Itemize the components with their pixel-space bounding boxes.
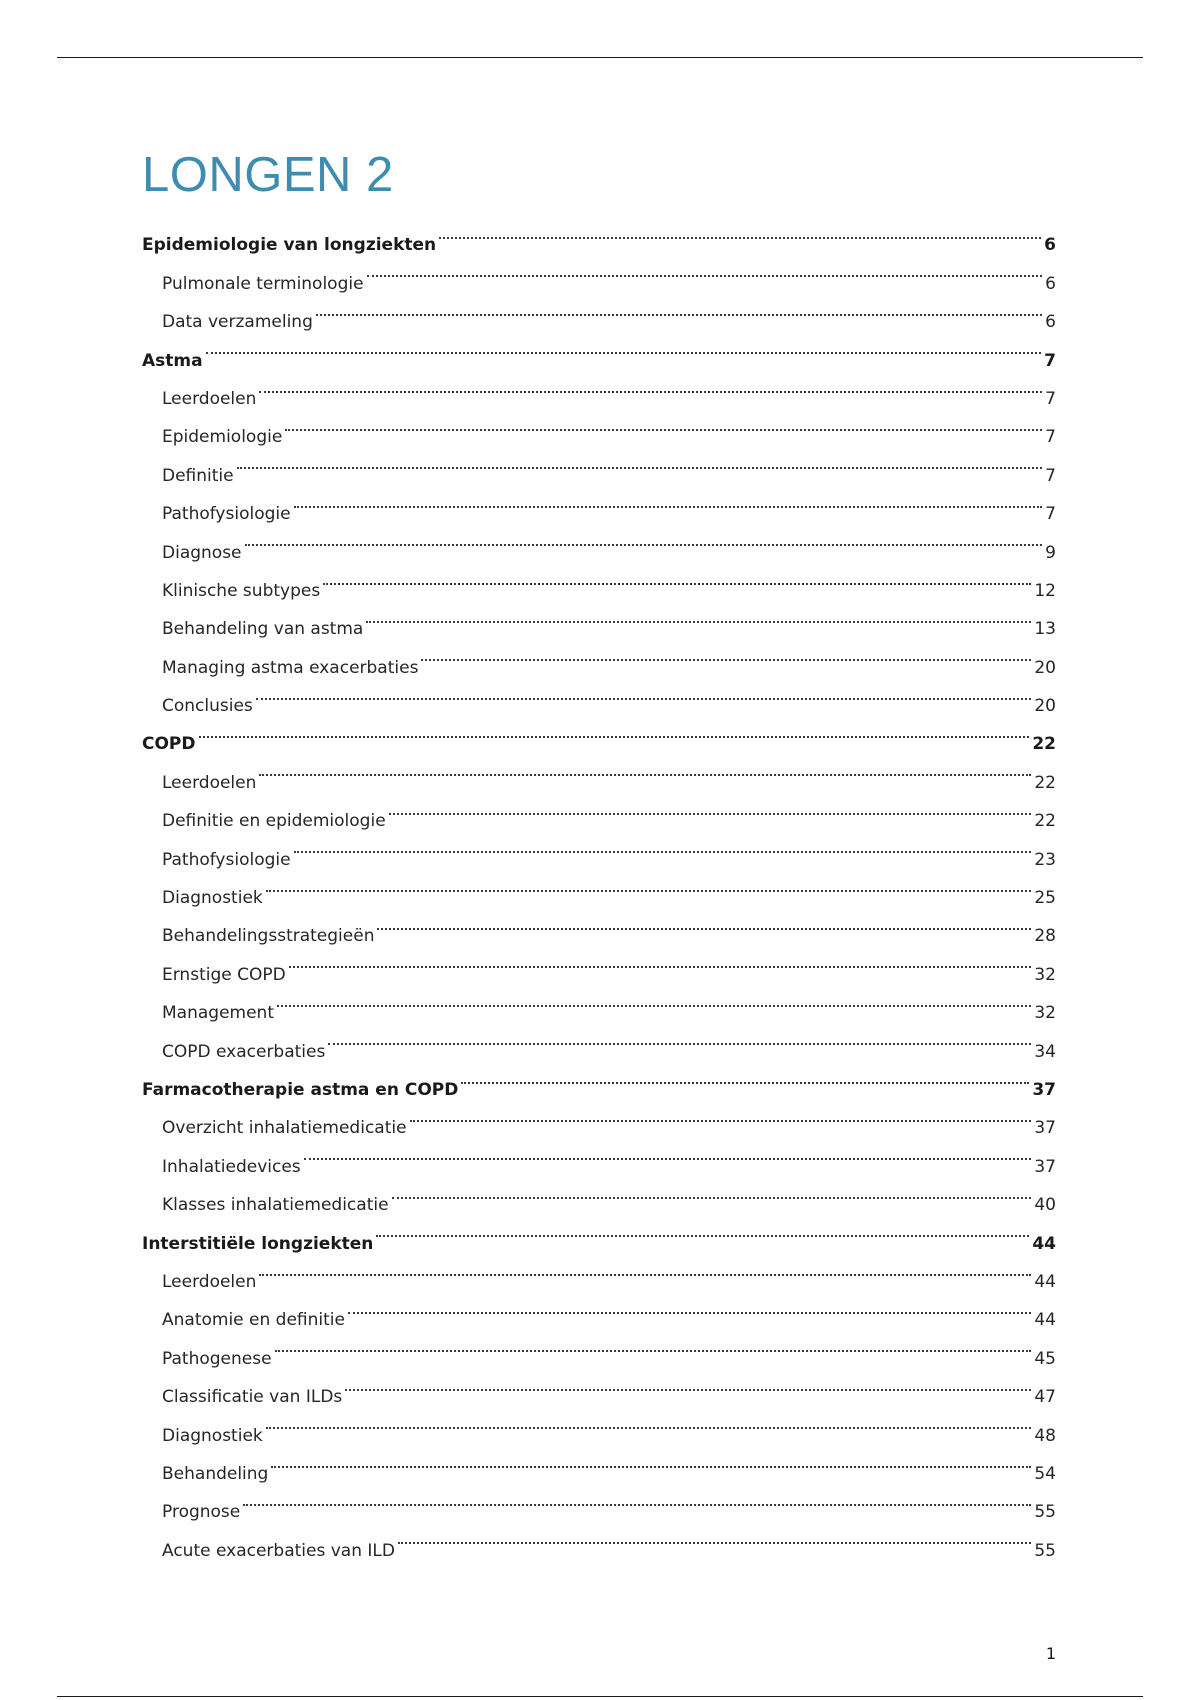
toc-entry-page: 6 bbox=[1045, 273, 1056, 294]
toc-entry-label: Conclusies bbox=[162, 696, 253, 717]
toc-chapter-entry[interactable] bbox=[142, 212, 1056, 256]
toc-dot-leader bbox=[259, 1249, 1031, 1287]
toc-dot-leader bbox=[243, 1479, 1031, 1517]
toc-entry-page: 48 bbox=[1034, 1425, 1056, 1446]
toc-section-entry[interactable] bbox=[142, 749, 1056, 793]
toc-entry-label: Data verzameling bbox=[162, 312, 313, 333]
toc-entry-label: Prognose bbox=[162, 1502, 241, 1523]
toc-entry-label: Klasses inhalatiemedicatie bbox=[162, 1195, 389, 1216]
toc-section-entry[interactable] bbox=[142, 519, 1056, 563]
toc-section-entry[interactable] bbox=[142, 366, 1056, 409]
footer-rule bbox=[57, 1696, 1143, 1697]
toc-entry-label: Diagnostiek bbox=[162, 888, 263, 909]
toc-entry-page: 9 bbox=[1045, 542, 1056, 563]
toc-entry-label: Epidemiologie bbox=[162, 427, 283, 448]
toc-dot-leader bbox=[304, 1133, 1032, 1171]
toc-dot-leader bbox=[345, 1364, 1031, 1402]
toc-entry-page: 22 bbox=[1032, 734, 1056, 755]
toc-dot-leader bbox=[259, 749, 1031, 787]
toc-entry-label: Definitie bbox=[162, 465, 234, 486]
toc-entry-page: 32 bbox=[1034, 1003, 1056, 1024]
toc-entry-page: 55 bbox=[1034, 1502, 1056, 1523]
toc-section-entry[interactable] bbox=[142, 1287, 1056, 1331]
toc-entry-label: Farmacotherapie astma en COPD bbox=[142, 1079, 459, 1100]
toc-entry-label: Management bbox=[162, 1003, 274, 1024]
toc-dot-leader bbox=[206, 327, 1042, 365]
toc-section-entry[interactable] bbox=[142, 788, 1056, 832]
toc-section-entry[interactable] bbox=[142, 404, 1056, 448]
toc-entry-label: Leerdoelen bbox=[162, 1271, 257, 1292]
toc-entry-label: Behandelingsstrategieën bbox=[162, 926, 375, 947]
toc-entry-label: Classificatie van ILDs bbox=[162, 1387, 343, 1408]
toc-dot-leader bbox=[271, 1441, 1031, 1479]
toc-entry-page: 54 bbox=[1034, 1463, 1056, 1484]
toc-dot-leader bbox=[285, 404, 1042, 442]
header-rule bbox=[57, 57, 1143, 58]
toc-entry-label: Diagnostiek bbox=[162, 1425, 263, 1446]
toc-entry-label: Behandeling van astma bbox=[162, 619, 364, 640]
toc-section-entry[interactable] bbox=[142, 1325, 1056, 1369]
toc-section-entry[interactable] bbox=[142, 1018, 1056, 1062]
page-number: 1 bbox=[1045, 1644, 1056, 1663]
toc-entry-page: 7 bbox=[1045, 427, 1056, 448]
toc-dot-leader bbox=[259, 366, 1042, 404]
toc-chapter-entry[interactable] bbox=[142, 711, 1056, 755]
toc-entry-label: Klinische subtypes bbox=[162, 580, 321, 601]
toc-entry-page: 47 bbox=[1034, 1387, 1056, 1408]
toc-entry-page: 32 bbox=[1034, 964, 1056, 985]
toc-dot-leader bbox=[199, 711, 1030, 749]
toc-dot-leader bbox=[256, 673, 1032, 711]
toc-entry-page: 6 bbox=[1044, 235, 1056, 256]
toc-entry-label: Ernstige COPD bbox=[162, 964, 286, 985]
toc-entry-page: 55 bbox=[1034, 1540, 1056, 1561]
toc-entry-page: 44 bbox=[1034, 1271, 1056, 1292]
toc-entry-page: 6 bbox=[1045, 312, 1056, 333]
toc-entry-label: Interstitiële longziekten bbox=[142, 1233, 374, 1254]
toc-entry-label: Overzicht inhalatiemedicatie bbox=[162, 1118, 407, 1139]
toc-dot-leader bbox=[328, 1018, 1031, 1056]
toc-entry-page: 20 bbox=[1034, 696, 1056, 717]
toc-entry-page: 7 bbox=[1045, 504, 1056, 525]
toc-entry-page: 25 bbox=[1034, 888, 1056, 909]
toc-entry-label: Pathogenese bbox=[162, 1348, 272, 1369]
toc-dot-leader bbox=[316, 289, 1042, 327]
toc-entry-label: Inhalatiedevices bbox=[162, 1156, 301, 1177]
toc-section-entry[interactable] bbox=[142, 1249, 1056, 1292]
toc-entry-label: COPD bbox=[142, 734, 196, 755]
toc-dot-leader bbox=[294, 826, 1032, 864]
toc-entry-page: 40 bbox=[1034, 1195, 1056, 1216]
toc-section-entry[interactable] bbox=[142, 1517, 1056, 1561]
toc-section-entry[interactable] bbox=[142, 1479, 1056, 1523]
toc-section-entry[interactable] bbox=[142, 558, 1056, 601]
toc-dot-leader bbox=[366, 596, 1031, 634]
toc-dot-leader bbox=[323, 558, 1031, 596]
toc-entry-label: Anatomie en definitie bbox=[162, 1310, 345, 1331]
toc-entry-label: COPD exacerbaties bbox=[162, 1041, 326, 1062]
toc-entry-page: 22 bbox=[1034, 772, 1056, 793]
toc-dot-leader bbox=[377, 903, 1031, 941]
toc-entry-page: 7 bbox=[1044, 350, 1056, 371]
toc-dot-leader bbox=[266, 865, 1032, 903]
toc-entry-page: 37 bbox=[1032, 1079, 1056, 1100]
toc-entry-page: 7 bbox=[1045, 388, 1056, 409]
toc-entry-page: 22 bbox=[1034, 811, 1056, 832]
toc-section-entry[interactable] bbox=[142, 865, 1056, 909]
toc-entry-page: 7 bbox=[1045, 465, 1056, 486]
toc-entry-label: Pulmonale terminologie bbox=[162, 273, 364, 294]
toc-dot-leader bbox=[277, 980, 1031, 1018]
toc-dot-leader bbox=[367, 250, 1043, 288]
toc-entry-page: 20 bbox=[1034, 657, 1056, 678]
toc-dot-leader bbox=[266, 1402, 1032, 1440]
toc-entry-label: Leerdoelen bbox=[162, 772, 257, 793]
toc-section-entry[interactable] bbox=[142, 903, 1056, 947]
toc-entry-label: Definitie en epidemiologie bbox=[162, 811, 386, 832]
toc-dot-leader bbox=[245, 519, 1043, 557]
toc-entry-label: Managing astma exacerbaties bbox=[162, 657, 419, 678]
toc-entry-page: 37 bbox=[1034, 1118, 1056, 1139]
toc-dot-leader bbox=[421, 634, 1031, 672]
toc-section-entry[interactable] bbox=[142, 442, 1056, 486]
toc-dot-leader bbox=[439, 212, 1041, 250]
toc-entry-page: 37 bbox=[1034, 1156, 1056, 1177]
toc-entry-page: 44 bbox=[1034, 1310, 1056, 1331]
toc-entry-label: Epidemiologie van longziekten bbox=[142, 235, 437, 256]
toc-dot-leader bbox=[410, 1095, 1032, 1133]
toc-dot-leader bbox=[237, 442, 1043, 480]
toc-section-entry[interactable] bbox=[142, 673, 1056, 717]
table-of-contents bbox=[142, 212, 1056, 1561]
toc-dot-leader bbox=[294, 481, 1043, 519]
toc-dot-leader bbox=[376, 1210, 1029, 1248]
toc-dot-leader bbox=[392, 1172, 1032, 1210]
toc-chapter-entry[interactable] bbox=[142, 327, 1056, 371]
toc-entry-label: Diagnose bbox=[162, 542, 242, 563]
toc-entry-label: Pathofysiologie bbox=[162, 849, 291, 870]
toc-section-entry[interactable] bbox=[142, 1441, 1056, 1484]
toc-section-entry[interactable] bbox=[142, 481, 1056, 525]
toc-dot-leader bbox=[398, 1517, 1031, 1555]
toc-entry-label: Leerdoelen bbox=[162, 388, 257, 409]
toc-section-entry[interactable] bbox=[142, 1402, 1056, 1446]
toc-entry-page: 23 bbox=[1034, 849, 1056, 870]
toc-entry-page: 28 bbox=[1034, 926, 1056, 947]
toc-entry-label: Astma bbox=[142, 350, 203, 371]
toc-entry-page: 44 bbox=[1032, 1233, 1056, 1254]
toc-dot-leader bbox=[389, 788, 1032, 826]
toc-section-entry[interactable] bbox=[142, 980, 1056, 1024]
toc-entry-page: 45 bbox=[1034, 1348, 1056, 1369]
toc-entry-label: Acute exacerbaties van ILD bbox=[162, 1540, 395, 1561]
toc-entry-label: Pathofysiologie bbox=[162, 504, 291, 525]
toc-dot-leader bbox=[348, 1287, 1031, 1325]
toc-dot-leader bbox=[461, 1057, 1029, 1095]
toc-entry-page: 13 bbox=[1034, 619, 1056, 640]
toc-dot-leader bbox=[275, 1325, 1032, 1363]
toc-section-entry[interactable] bbox=[142, 1364, 1056, 1408]
toc-entry-page: 34 bbox=[1034, 1041, 1056, 1062]
toc-entry-page: 12 bbox=[1034, 580, 1056, 601]
document-title: LONGEN 2 bbox=[142, 148, 394, 202]
toc-entry-label: Behandeling bbox=[162, 1463, 269, 1484]
toc-dot-leader bbox=[289, 941, 1032, 979]
